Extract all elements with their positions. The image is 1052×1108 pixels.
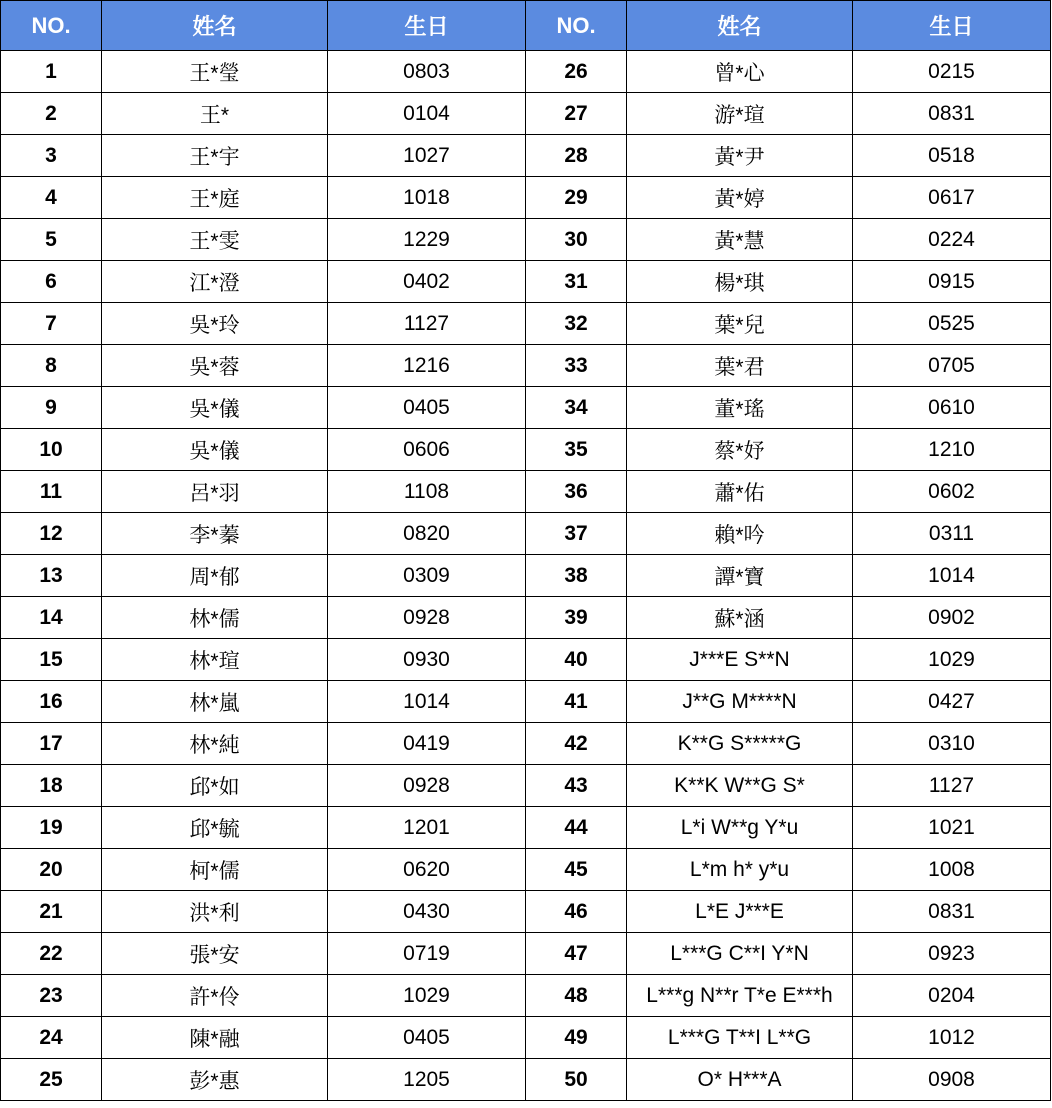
name-cell-left: 李*蓁 [102,513,328,555]
header-birthday-right: 生日 [853,1,1051,51]
no-cell-right: 50 [526,1059,627,1101]
name-cell-left: 周*郁 [102,555,328,597]
no-cell-right: 36 [526,471,627,513]
name-cell-left: 吳*儀 [102,429,328,471]
birthday-cell-right: 1008 [853,849,1051,891]
name-cell-right: J**G M****N [627,681,853,723]
no-cell-right: 31 [526,261,627,303]
no-cell-right: 37 [526,513,627,555]
birthday-cell-right: 1021 [853,807,1051,849]
no-cell-left: 23 [1,975,102,1017]
no-cell-left: 9 [1,387,102,429]
no-cell-left: 1 [1,51,102,93]
name-cell-right: 黃*婷 [627,177,853,219]
no-cell-left: 4 [1,177,102,219]
no-cell-right: 40 [526,639,627,681]
table-row [1,303,1051,345]
name-cell-right: 黃*慧 [627,219,853,261]
birthday-cell-right: 0610 [853,387,1051,429]
no-cell-right: 48 [526,975,627,1017]
name-cell-left: 王*雯 [102,219,328,261]
name-cell-left: 吳*儀 [102,387,328,429]
name-cell-right: 黃*尹 [627,135,853,177]
table-row [1,807,1051,849]
no-cell-left: 16 [1,681,102,723]
name-cell-left: 彭*惠 [102,1059,328,1101]
header-no-right: NO. [526,1,627,51]
name-cell-left: 許*伶 [102,975,328,1017]
birthday-cell-left: 1018 [328,177,526,219]
no-cell-right: 45 [526,849,627,891]
birthday-cell-left: 0402 [328,261,526,303]
no-cell-right: 41 [526,681,627,723]
no-cell-right: 39 [526,597,627,639]
birthday-cell-right: 0602 [853,471,1051,513]
no-cell-left: 2 [1,93,102,135]
birthday-cell-left: 0803 [328,51,526,93]
header-birthday-left: 生日 [328,1,526,51]
name-cell-right: K**K W**G S* [627,765,853,807]
table-row [1,849,1051,891]
birthday-cell-left: 0405 [328,1017,526,1059]
name-cell-left: 吳*蓉 [102,345,328,387]
birthday-cell-right: 0915 [853,261,1051,303]
name-cell-right: 蔡*妤 [627,429,853,471]
birthday-cell-left: 0719 [328,933,526,975]
name-cell-right: 葉*君 [627,345,853,387]
birthday-cell-right: 0908 [853,1059,1051,1101]
no-cell-right: 33 [526,345,627,387]
no-cell-left: 10 [1,429,102,471]
no-cell-left: 8 [1,345,102,387]
table-row [1,93,1051,135]
no-cell-left: 7 [1,303,102,345]
no-cell-left: 12 [1,513,102,555]
birthday-cell-left: 1029 [328,975,526,1017]
name-cell-right: 游*瑄 [627,93,853,135]
birthday-cell-right: 0311 [853,513,1051,555]
birthday-cell-right: 0427 [853,681,1051,723]
birthday-cell-left: 0928 [328,765,526,807]
table-row [1,1017,1051,1059]
birthday-cell-left: 1205 [328,1059,526,1101]
name-cell-right: 蕭*佑 [627,471,853,513]
name-cell-right: L*E J***E [627,891,853,933]
name-cell-left: 王* [102,93,328,135]
table-row [1,513,1051,555]
table-row [1,1059,1051,1101]
table-row [1,219,1051,261]
name-cell-left: 林*純 [102,723,328,765]
no-cell-right: 26 [526,51,627,93]
table-row [1,135,1051,177]
table-row [1,933,1051,975]
birthday-cell-left: 0620 [328,849,526,891]
header-no-left: NO. [1,1,102,51]
no-cell-left: 17 [1,723,102,765]
name-cell-left: 呂*羽 [102,471,328,513]
name-cell-left: 吳*玲 [102,303,328,345]
birthday-cell-right: 0525 [853,303,1051,345]
no-cell-left: 21 [1,891,102,933]
name-cell-left: 林*儒 [102,597,328,639]
table-row [1,639,1051,681]
table-row [1,471,1051,513]
name-cell-right: L***G T**I L**G [627,1017,853,1059]
header-row [1,1,1051,51]
birthday-cell-right: 1127 [853,765,1051,807]
no-cell-left: 6 [1,261,102,303]
name-cell-left: 林*嵐 [102,681,328,723]
birthday-cell-left: 0419 [328,723,526,765]
birthday-cell-left: 1201 [328,807,526,849]
birthday-cell-left: 0309 [328,555,526,597]
no-cell-left: 25 [1,1059,102,1101]
name-cell-left: 洪*利 [102,891,328,933]
no-cell-left: 22 [1,933,102,975]
name-cell-right: L*i W**g Y*u [627,807,853,849]
birthday-cell-right: 0705 [853,345,1051,387]
no-cell-right: 32 [526,303,627,345]
birthday-cell-right: 1014 [853,555,1051,597]
name-cell-right: L*m h* y*u [627,849,853,891]
table-body [1,51,1051,1101]
birthday-cell-left: 0606 [328,429,526,471]
name-cell-right: 譚*寶 [627,555,853,597]
birthday-cell-right: 0923 [853,933,1051,975]
header-name-left: 姓名 [102,1,328,51]
no-cell-right: 29 [526,177,627,219]
no-cell-right: 34 [526,387,627,429]
no-cell-right: 47 [526,933,627,975]
birthday-cell-left: 1027 [328,135,526,177]
birthday-cell-left: 0820 [328,513,526,555]
header-name-right: 姓名 [627,1,853,51]
name-cell-right: 賴*吟 [627,513,853,555]
name-cell-left: 江*澄 [102,261,328,303]
birthday-cell-left: 0430 [328,891,526,933]
birthday-cell-right: 0224 [853,219,1051,261]
no-cell-right: 28 [526,135,627,177]
table-row [1,597,1051,639]
birthday-cell-right: 0215 [853,51,1051,93]
no-cell-left: 11 [1,471,102,513]
birthday-cell-left: 1014 [328,681,526,723]
birthday-cell-right: 0204 [853,975,1051,1017]
no-cell-left: 19 [1,807,102,849]
no-cell-right: 30 [526,219,627,261]
table-row [1,261,1051,303]
table-row [1,177,1051,219]
name-cell-right: 葉*兒 [627,303,853,345]
table-row [1,51,1051,93]
birthday-cell-right: 0310 [853,723,1051,765]
no-cell-left: 24 [1,1017,102,1059]
birthday-cell-right: 0518 [853,135,1051,177]
table-row [1,975,1051,1017]
birthday-cell-right: 1210 [853,429,1051,471]
table-row [1,555,1051,597]
table-row [1,891,1051,933]
birthday-cell-left: 0930 [328,639,526,681]
no-cell-right: 27 [526,93,627,135]
name-cell-left: 柯*儒 [102,849,328,891]
name-cell-left: 陳*融 [102,1017,328,1059]
name-cell-right: 蘇*涵 [627,597,853,639]
no-cell-right: 42 [526,723,627,765]
birthday-cell-left: 0928 [328,597,526,639]
name-cell-right: 董*瑤 [627,387,853,429]
no-cell-right: 49 [526,1017,627,1059]
no-cell-left: 18 [1,765,102,807]
name-cell-right: 曾*心 [627,51,853,93]
birthday-cell-right: 0831 [853,93,1051,135]
name-cell-left: 王*瑩 [102,51,328,93]
name-cell-left: 張*安 [102,933,328,975]
no-cell-right: 46 [526,891,627,933]
no-cell-right: 43 [526,765,627,807]
no-cell-left: 14 [1,597,102,639]
name-cell-right: J***E S**N [627,639,853,681]
table-header [1,1,1051,51]
table-row [1,765,1051,807]
table-row [1,681,1051,723]
birthday-cell-left: 0104 [328,93,526,135]
no-cell-right: 38 [526,555,627,597]
birthday-cell-left: 1216 [328,345,526,387]
no-cell-right: 44 [526,807,627,849]
no-cell-left: 20 [1,849,102,891]
no-cell-right: 35 [526,429,627,471]
no-cell-left: 5 [1,219,102,261]
birthday-cell-right: 0902 [853,597,1051,639]
name-cell-right: L***G C**I Y*N [627,933,853,975]
name-cell-right: 楊*琪 [627,261,853,303]
table-row [1,387,1051,429]
name-cell-left: 邱*毓 [102,807,328,849]
name-cell-right: L***g N**r T*e E***h [627,975,853,1017]
table-row [1,723,1051,765]
no-cell-left: 13 [1,555,102,597]
birthday-cell-right: 0831 [853,891,1051,933]
name-cell-right: O* H***A [627,1059,853,1101]
birthday-cell-left: 1127 [328,303,526,345]
birthday-cell-left: 1229 [328,219,526,261]
name-cell-left: 王*庭 [102,177,328,219]
no-cell-left: 15 [1,639,102,681]
birthday-cell-right: 1012 [853,1017,1051,1059]
table-row [1,429,1051,471]
birthday-cell-right: 0617 [853,177,1051,219]
birthday-cell-left: 1108 [328,471,526,513]
name-cell-left: 邱*如 [102,765,328,807]
name-cell-left: 王*宇 [102,135,328,177]
birthday-cell-left: 0405 [328,387,526,429]
birthday-cell-right: 1029 [853,639,1051,681]
no-cell-left: 3 [1,135,102,177]
name-cell-left: 林*瑄 [102,639,328,681]
table-row [1,345,1051,387]
name-cell-right: K**G S*****G [627,723,853,765]
